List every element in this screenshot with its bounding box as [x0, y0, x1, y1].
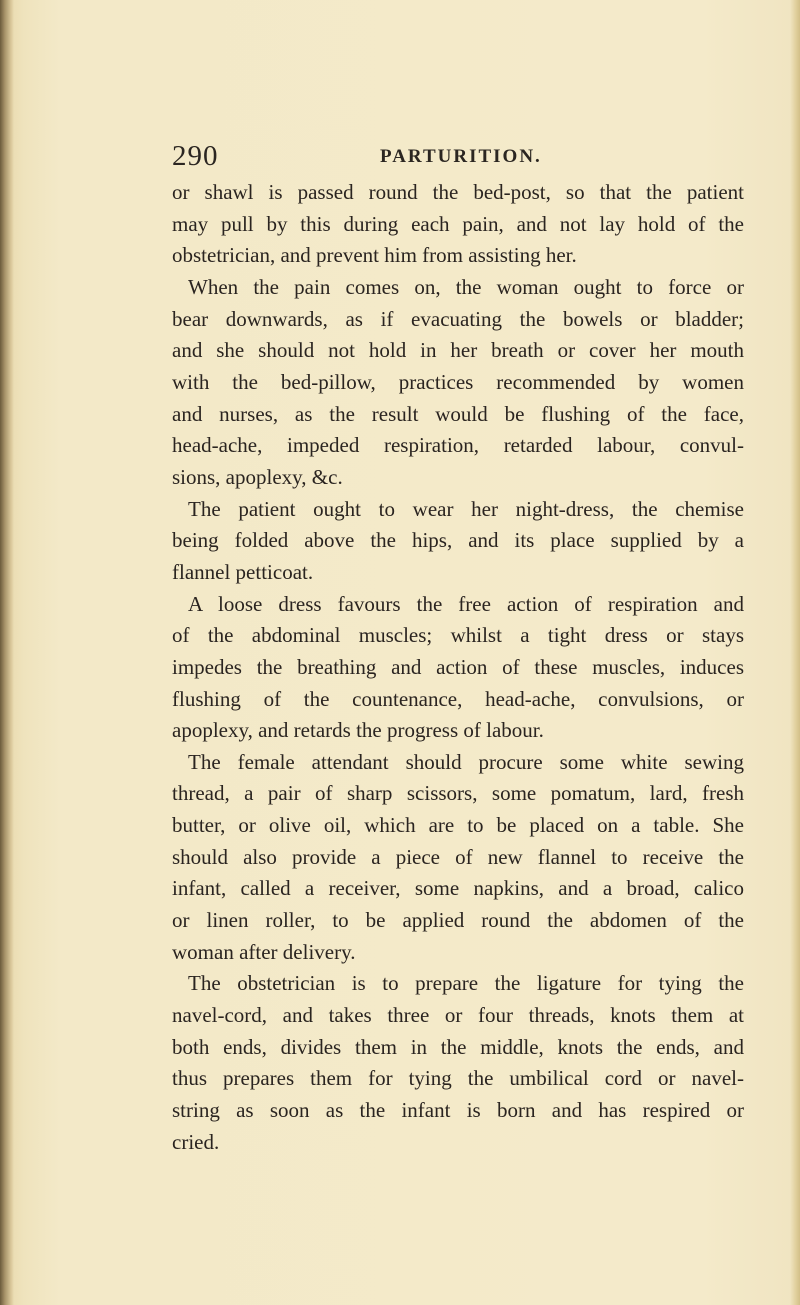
text-line: cried. [172, 1129, 220, 1154]
page-header [172, 140, 752, 180]
text-line: thus prepares them for tying the umbilical cord or navel- [172, 1066, 744, 1091]
text-line: infant, called a receiver, some napkins, and a broad, calico [172, 876, 744, 901]
text-line: or shawl is passed round the bed-post, so that the patient [172, 180, 744, 204]
text-line: both ends, divides them in the middle, knots the ends, and [172, 1034, 744, 1059]
text-line: When the pain comes on, the woman ought to force or [188, 274, 744, 299]
text-line: sions, apoplexy, &c. [172, 464, 343, 489]
text-line: A loose dress favours the free action of respiration and [188, 591, 744, 616]
text-line: woman after delivery. [172, 939, 356, 964]
body-text [172, 177, 744, 1158]
text-line: The female attendant should procure some white sewing [188, 749, 744, 774]
text-line: The patient ought to wear her night-dress, the chemise [188, 496, 744, 521]
text-line: string as soon as the infant is born and has respired or [172, 1098, 744, 1123]
page-binding-edge [0, 0, 14, 1305]
text-line: apoplexy, and retards the progress of labour. [172, 718, 544, 743]
text-line: navel-cord, and takes three or four threads, knots them at [172, 1003, 744, 1028]
text-line: butter, or olive oil, which are to be placed on a table. She [172, 813, 744, 838]
text-line: may pull by this during each pain, and not lay hold of the [172, 211, 744, 236]
page-number: 290 [172, 140, 219, 172]
running-head: PARTURITION. [380, 146, 542, 167]
text-line: should also provide a piece of new flannel to receive the [172, 844, 744, 869]
text-line: flushing of the countenance, head-ache, convulsions, or [172, 686, 744, 711]
page-outer-edge [790, 0, 800, 1305]
text-line: bear downwards, as if evacuating the bowels or bladder; [172, 306, 744, 331]
text-line: flannel petticoat. [172, 559, 314, 584]
text-line: and nurses, as the result would be flushing of the face, [172, 401, 744, 426]
text-line: obstetrician, and prevent him from assisting her. [172, 243, 577, 268]
text-line: being folded above the hips, and its place supplied by a [172, 528, 744, 553]
text-line: head-ache, impeded respiration, retarded labour, convul- [172, 433, 744, 458]
text-line: of the abdominal muscles; whilst a tight dress or stays [172, 623, 744, 648]
text-line: The obstetrician is to prepare the ligature for tying the [188, 971, 744, 996]
text-line: with the bed-pillow, practices recommended by women [172, 369, 744, 394]
text-line: or linen roller, to be applied round the abdomen of the [172, 908, 744, 933]
text-line: impedes the breathing and action of these muscles, induces [172, 654, 744, 679]
text-line: and she should not hold in her breath or cover her mouth [172, 338, 744, 363]
text-line: thread, a pair of sharp scissors, some pomatum, lard, fresh [172, 781, 744, 806]
